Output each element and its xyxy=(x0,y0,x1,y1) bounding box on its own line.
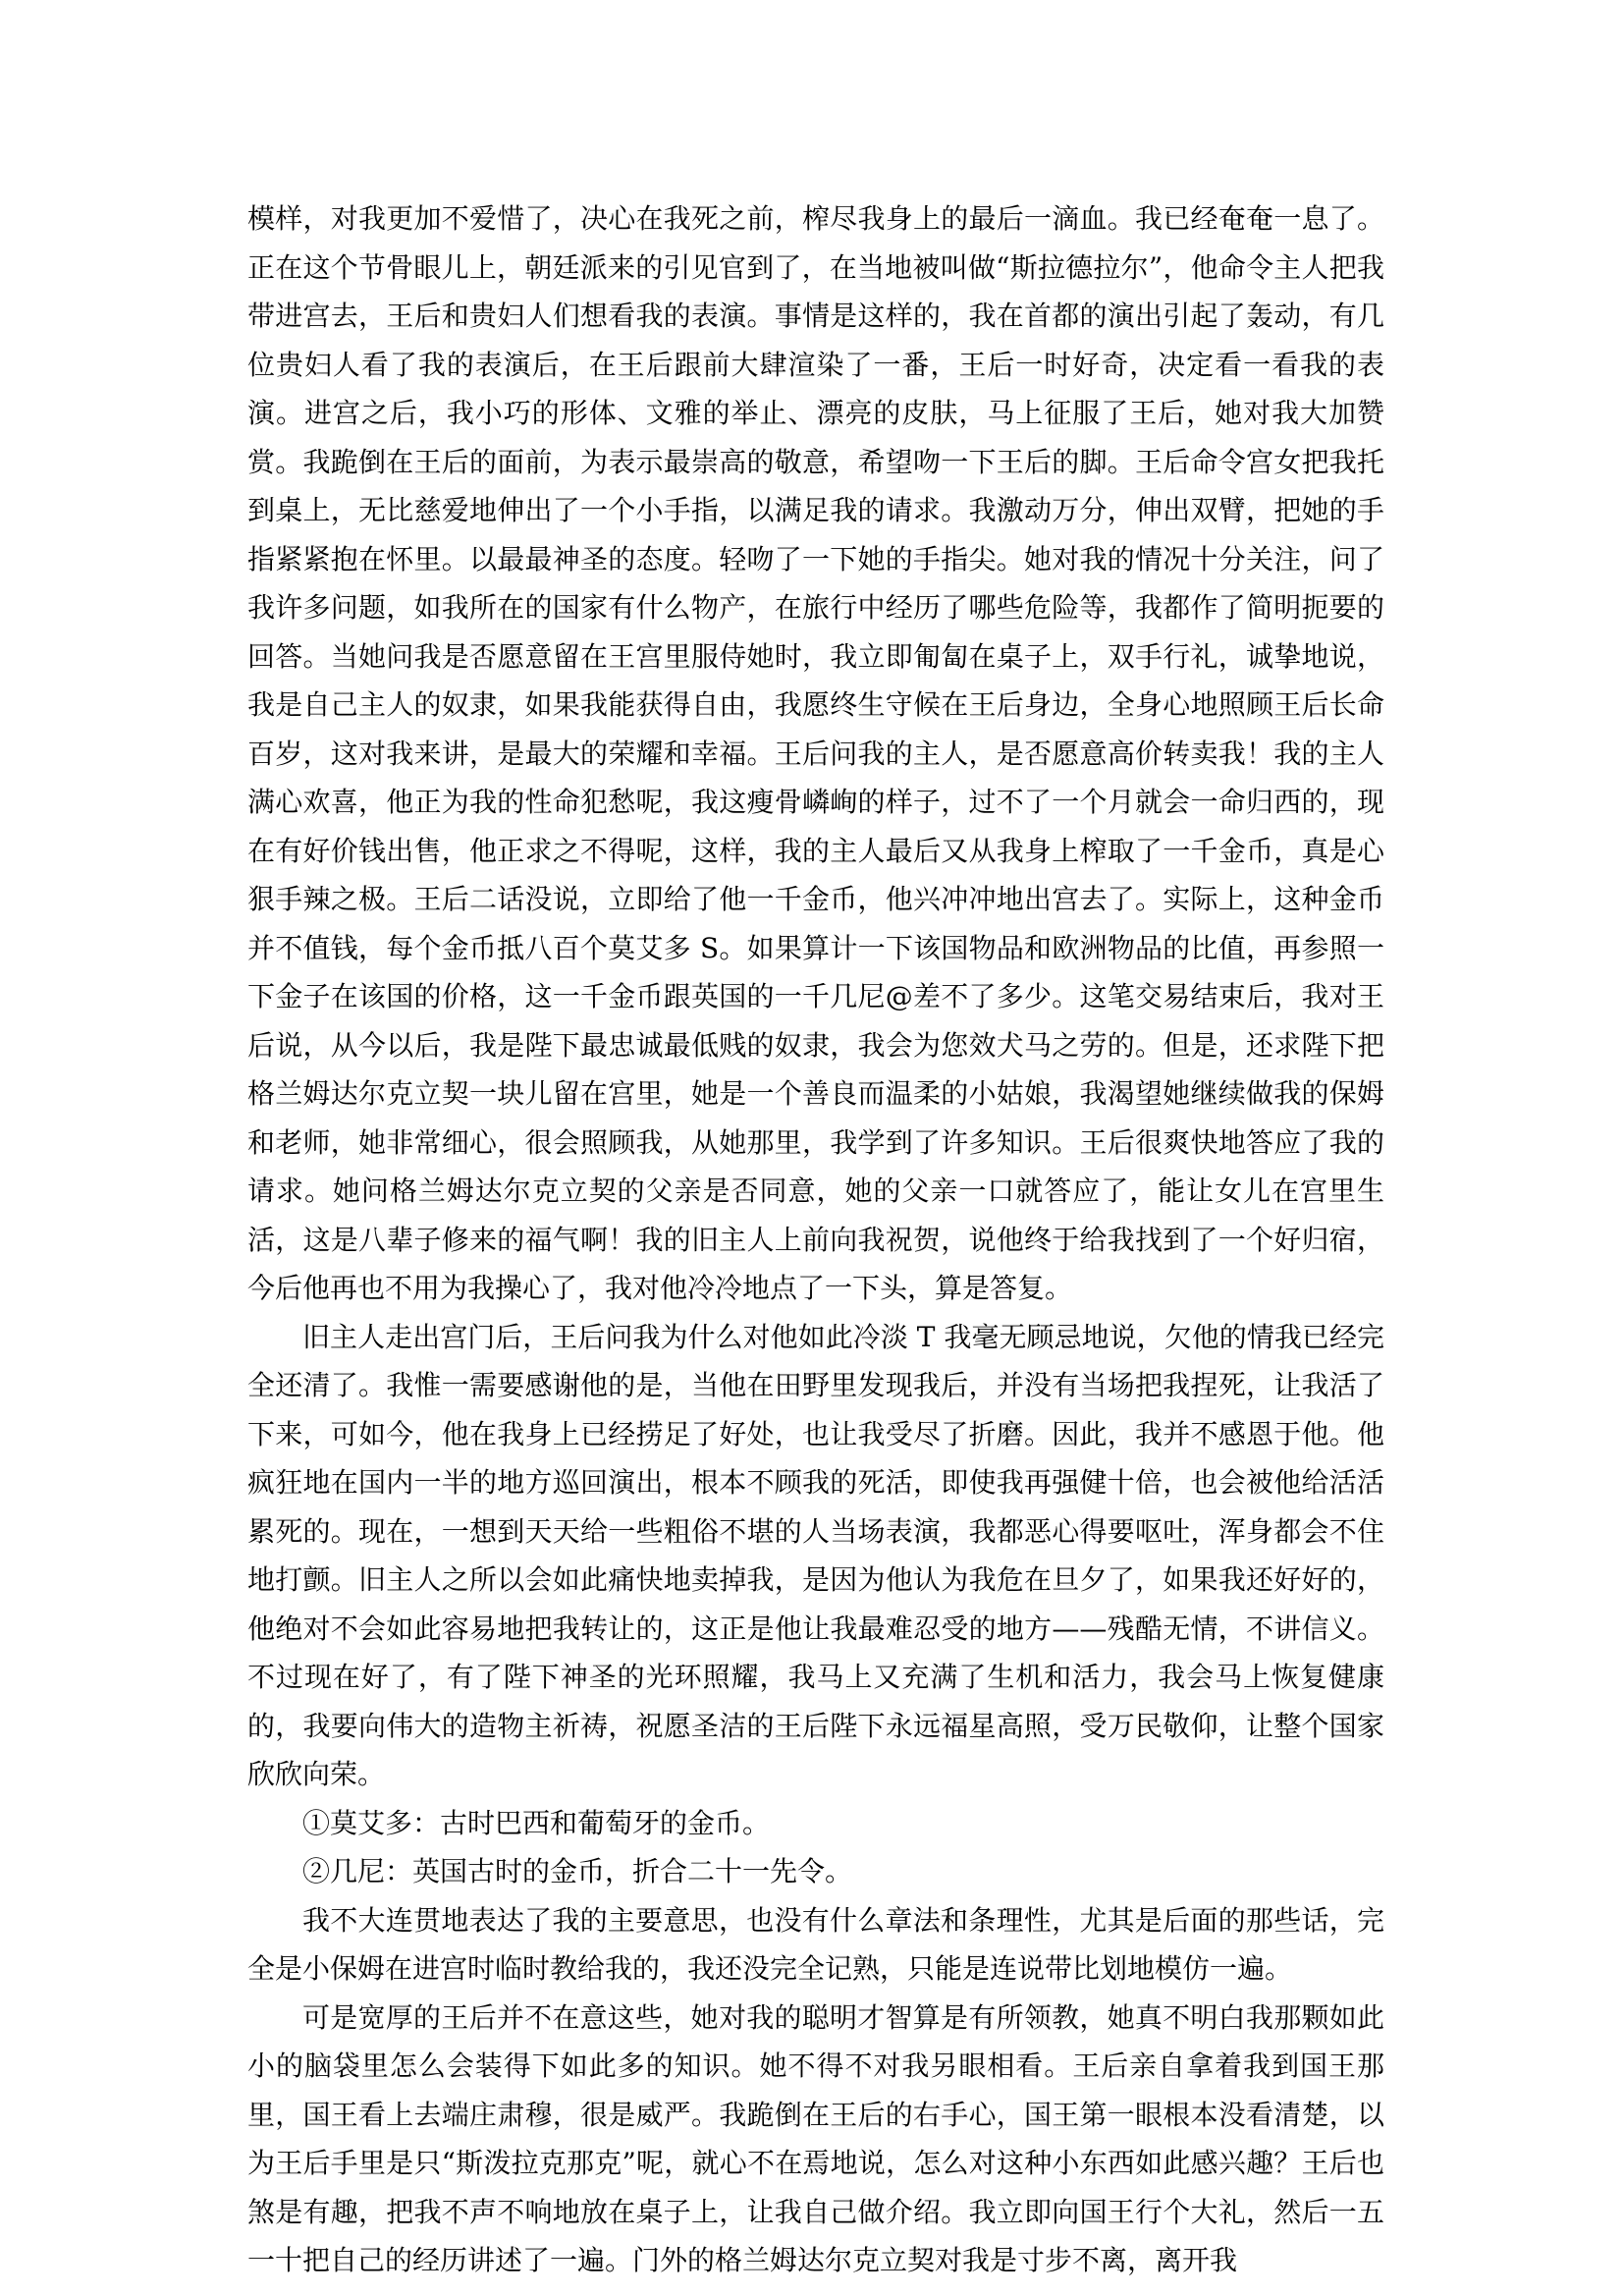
paragraph: 模样，对我更加不爱惜了，决心在我死之前，榨尽我身上的最后一滴血。我已经奄奄一息了。正在这个节骨眼儿上，朝廷派来的引见官到了，在当地被叫做“斯拉德拉尔”，他命令主人把我带进宫去，王后和贵妇人们想看我的表演。事情是这样的，我在首都的演出引起了轰动，有几位贵妇人看了我的表演后，在王后跟前大肆渲染了一番，王后一时好奇，决定看一看我的表演。进宫之后，我小巧的形体、文雅的举止、漂亮的皮肤，马上征服了王后，她对我大加赞赏。我跪倒在王后的面前，为表示最崇高的敬意，希望吻一下王后的脚。王后命令宫女把我托到桌上，无比慈爱地伸出了一个小手指，以满足我的请求。我激动万分，伸出双臂，把她的手指紧紧抱在怀里。以最最神圣的态度。轻吻了一下她的手指尖。她对我的情况十分关注，问了我许多问题，如我所在的国家有什么物产，在旅行中经历了哪些危险等，我都作了简明扼要的回答。当她问我是否愿意留在王宫里服侍她时，我立即匍匐在桌子上，双手行礼，诚挚地说，我是自己主人的奴隶，如果我能获得自由，我愿终生守候在王后身边，全身心地照顾王后长命百岁，这对我来讲，是最大的荣耀和幸福。王后问我的主人，是否愿意高价转卖我！我的主人满心欢喜，他正为我的性命犯愁呢，我这瘦骨嶙峋的样子，过不了一个月就会一命归西的，现在有好价钱出售，他正求之不得呢，这样，我的主人最后又从我身上榨取了一千金币，真是心狠手辣之极。王后二话没说，立即给了他一千金币，他兴冲冲地出宫去了。实际上，这种金币并不值钱，每个金币抵八百个莫艾多 S。如果算计一下该国物品和欧洲物品的比值，再参照一下金子在该国的价格，这一千金币跟英国的一千几尼@差不了多少。这笔交易结束后，我对王后说，从今以后，我是陛下最忠诚最低贱的奴隶，我会为您效犬马之劳的。但是，还求陛下把格兰姆达尔克立契一块儿留在宫里，她是一个善良而温柔的小姑娘，我渴望她继续做我的保姆和老师，她非常细心，很会照顾我，从她那里，我学到了许多知识。王后很爽快地答应了我的请求。她问格兰姆达尔克立契的父亲是否同意，她的父亲一口就答应了，能让女儿在宫里生活，这是八辈子修来的福气啊！我的旧主人上前向我祝贺，说他终于给我找到了一个好归宿，今后他再也不用为我操心了，我对他冷冷地点了一下头，算是答复。 xyxy=(247,202,1384,1304)
paragraph: 我不大连贯地表达了我的主要意思，也没有什么章法和条理性，尤其是后面的那些话，完全是小保姆在进宫时临时教给我的，我还没完全记熟，只能是连说带比划地模仿一遍。 xyxy=(247,1903,1384,1985)
paragraph: 旧主人走出宫门后，王后问我为什么对他如此冷淡 T 我毫无顾忌地说，欠他的情我已经完全还清了。我惟一需要感谢他的是，当他在田野里发现我后，并没有当场把我捏死，让我活了下来，可如今，他在我身上已经捞足了好处，也让我受尽了折磨。因此，我并不感恩于他。他疯狂地在国内一半的地方巡回演出，根本不顾我的死活，即使我再强健十倍，也会被他给活活累死的。现在，一想到天天给一些粗俗不堪的人当场表演，我都恶心得要呕吐，浑身都会不住地打颤。旧主人之所以会如此痛快地卖掉我，是因为他认为我危在旦夕了，如果我还好好的，他绝对不会如此容易地把我转让的，这正是他让我最难忍受的地方——残酷无情，不讲信义。不过现在好了，有了陛下神圣的光环照耀，我马上又充满了生机和活力，我会马上恢复健康的，我要向伟大的造物主祈祷，祝愿圣洁的王后陛下永远福星高照，受万民敬仰，让整个国家欣欣向荣。 xyxy=(247,1320,1384,1790)
document-body xyxy=(247,194,1384,2285)
footnote: ②几尼：英国古时的金币，折合二十一先令。 xyxy=(302,1855,853,1887)
footnote: ①莫艾多：古时巴西和葡萄牙的金币。 xyxy=(302,1806,771,1839)
paragraph: 可是宽厚的王后并不在意这些，她对我的聪明才智算是有所领教，她真不明白我那颗如此小的脑袋里怎么会装得下如此多的知识。她不得不对我另眼相看。王后亲自拿着我到国王那里，国王看上去端庄肃穆，很是威严。我跪倒在王后的右手心，国王第一眼根本没看清楚，以为王后手里是只“斯泼拉克那克”呢，就心不在焉地说，怎么对这种小东西如此感兴趣？王后也煞是有趣，把我不声不响地放在桌子上，让我自己做介绍。我立即向国王行个大礼，然后一五一十把自己的经历讲述了一遍。门外的格兰姆达尔克立契对我是寸步不离，离开我 xyxy=(247,2000,1384,2276)
